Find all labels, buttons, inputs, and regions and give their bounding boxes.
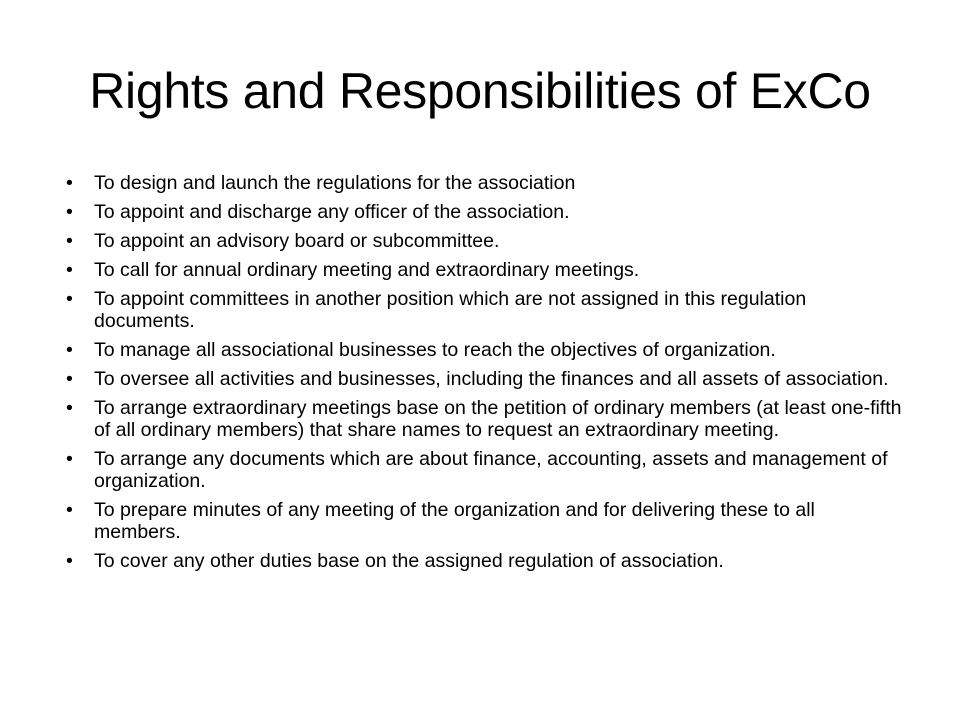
bullet-icon: •	[66, 288, 73, 310]
bullet-icon: •	[66, 230, 73, 252]
bullet-text: To prepare minutes of any meeting of the organization and for delivering these to all members.	[94, 499, 815, 543]
bullet-icon: •	[66, 259, 73, 281]
bullet-text: To manage all associational businesses to reach the objectives of organization.	[94, 339, 776, 361]
list-item	[66, 259, 906, 281]
bullet-text: To appoint an advisory board or subcommittee.	[94, 230, 500, 252]
list-item	[66, 339, 906, 361]
bullet-icon: •	[66, 499, 73, 521]
list-item	[66, 368, 906, 390]
bullet-icon: •	[66, 368, 73, 390]
list-item	[66, 172, 906, 194]
bullet-icon: •	[66, 201, 73, 223]
bullet-text: To oversee all activities and businesses, including the finances and all assets of association.	[94, 368, 889, 390]
list-item	[66, 448, 906, 492]
list-item	[66, 288, 906, 332]
bullet-icon: •	[66, 339, 73, 361]
bullet-text: To cover any other duties base on the assigned regulation of association.	[94, 550, 724, 572]
bullet-text: To arrange any documents which are about finance, accounting, assets and management of organization.	[94, 448, 888, 492]
bullet-icon: •	[66, 550, 73, 572]
bullet-icon: •	[66, 448, 73, 470]
list-item	[66, 499, 906, 543]
bullet-text: To call for annual ordinary meeting and extraordinary meetings.	[94, 259, 640, 281]
list-item	[66, 230, 906, 252]
bullet-icon: •	[66, 172, 73, 194]
list-item	[66, 201, 906, 223]
bullet-list	[66, 172, 906, 579]
slide-title: Rights and Responsibilities of ExCo	[89, 63, 871, 119]
bullet-text: To appoint committees in another position which are not assigned in this regulation documents.	[94, 288, 807, 332]
list-item	[66, 397, 906, 441]
list-item	[66, 550, 906, 572]
bullet-text: To arrange extraordinary meetings base on the petition of ordinary members (at least one-fifth of all ordinary members) that share names to request an extraordinary meeting.	[94, 397, 902, 441]
bullet-text: To design and launch the regulations for the association	[94, 172, 576, 194]
bullet-text: To appoint and discharge any officer of the association.	[94, 201, 570, 223]
bullet-icon: •	[66, 397, 73, 419]
